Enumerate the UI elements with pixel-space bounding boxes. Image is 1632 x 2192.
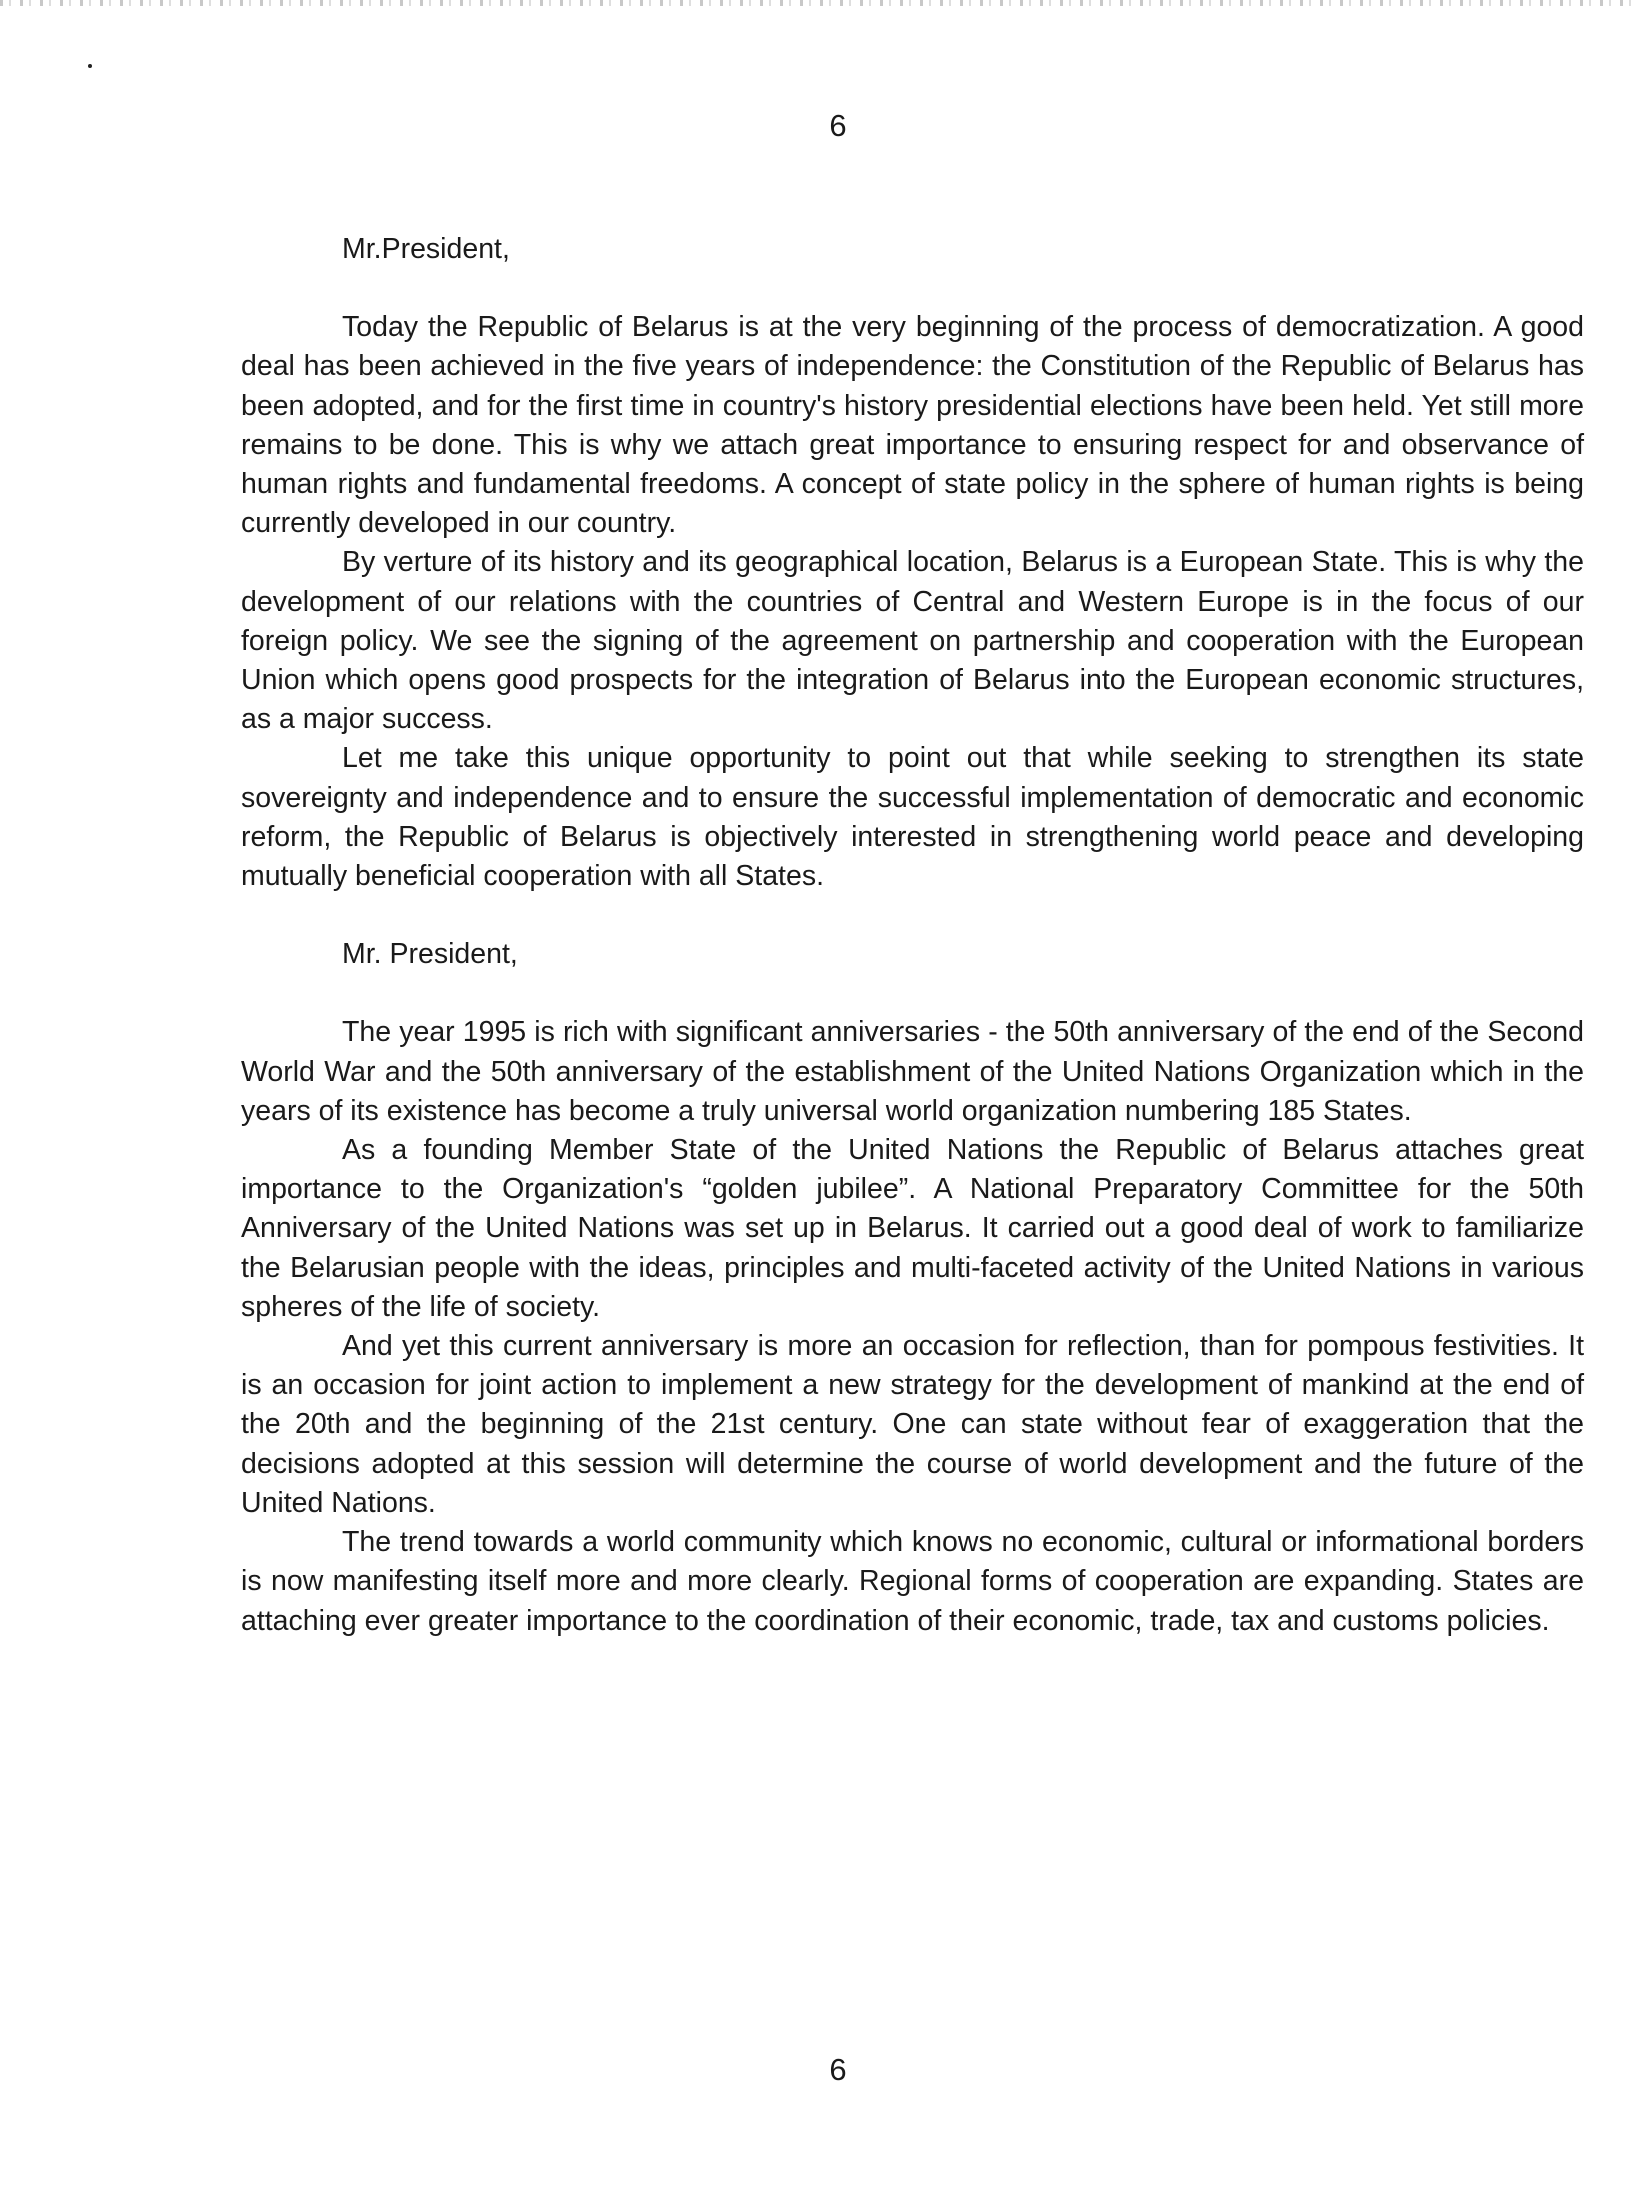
scan-speck [88,64,92,68]
paragraph: The year 1995 is rich with significant anniversaries - the 50th anniversary of the end of the Second World War and the 50th anniversary of the establishment of the United Nations Organization which in the years of its existence has become a truly universal world organization numbering 185 States. [241,1016,1584,1127]
scan-edge-artifact [0,0,1632,6]
page-number-top: 6 [829,108,847,143]
page-number-bottom: 6 [829,2052,847,2087]
salutation: Mr.President, [342,233,510,265]
paragraph: Let me take this unique opportunity to point out that while seeking to strengthen its state sovereignty and independence and to ensure the successful implementation of democratic and economic reform, the Republic of Belarus is objectively interested in strengthening world peace and developing mutually beneficial cooperation with all States. [241,742,1584,893]
document-body [241,230,1584,1641]
paragraph: The trend towards a world community which knows no economic, cultural or informational borders is now manifesting itself more and more clearly. Regional forms of cooperation are expanding. States are attaching ever greater importance to the coordination of their economic, trade, tax and customs policies. [241,1526,1584,1637]
paragraph: As a founding Member State of the United Nations the Republic of Belarus attaches great importance to the Organization's “golden jubilee”. A National Preparatory Committee for the 50th Anniversary of the United Nations was set up in Belarus. It carried out a good deal of work to familiarize the Belarusian people with the ideas, principles and multi-faceted activity of the United Nations in various spheres of the life of society. [241,1134,1584,1323]
paragraph: Today the Republic of Belarus is at the very beginning of the process of democratization. A good deal has been achieved in the five years of independence: the Constitution of the Republic of Belarus has been adopted, and for the first time in country's history presidential elections have been held. Yet still more remains to be done. This is why we attach great importance to ensuring respect for and observance of human rights and fundamental freedoms. A concept of state policy in the sphere of human rights is being currently developed in our country. [241,311,1584,540]
paragraph: By verture of its history and its geographical location, Belarus is a European State. This is why the development of our relations with the countries of Central and Western Europe is in the focus of our foreign policy. We see the signing of the agreement on partnership and cooperation with the European Union which opens good prospects for the integration of Belarus into the European economic structures, as a major success. [241,546,1584,736]
paragraph: And yet this current anniversary is more an occasion for reflection, than for pompous festivities. It is an occasion for joint action to implement a new strategy for the development of mankind at the end of the 20th and the beginning of the 21st century. One can state without fear of exaggeration that the decisions adopted at this session will determine the course of world development and the future of the United Nations. [241,1330,1584,1519]
salutation: Mr. President, [342,938,518,971]
